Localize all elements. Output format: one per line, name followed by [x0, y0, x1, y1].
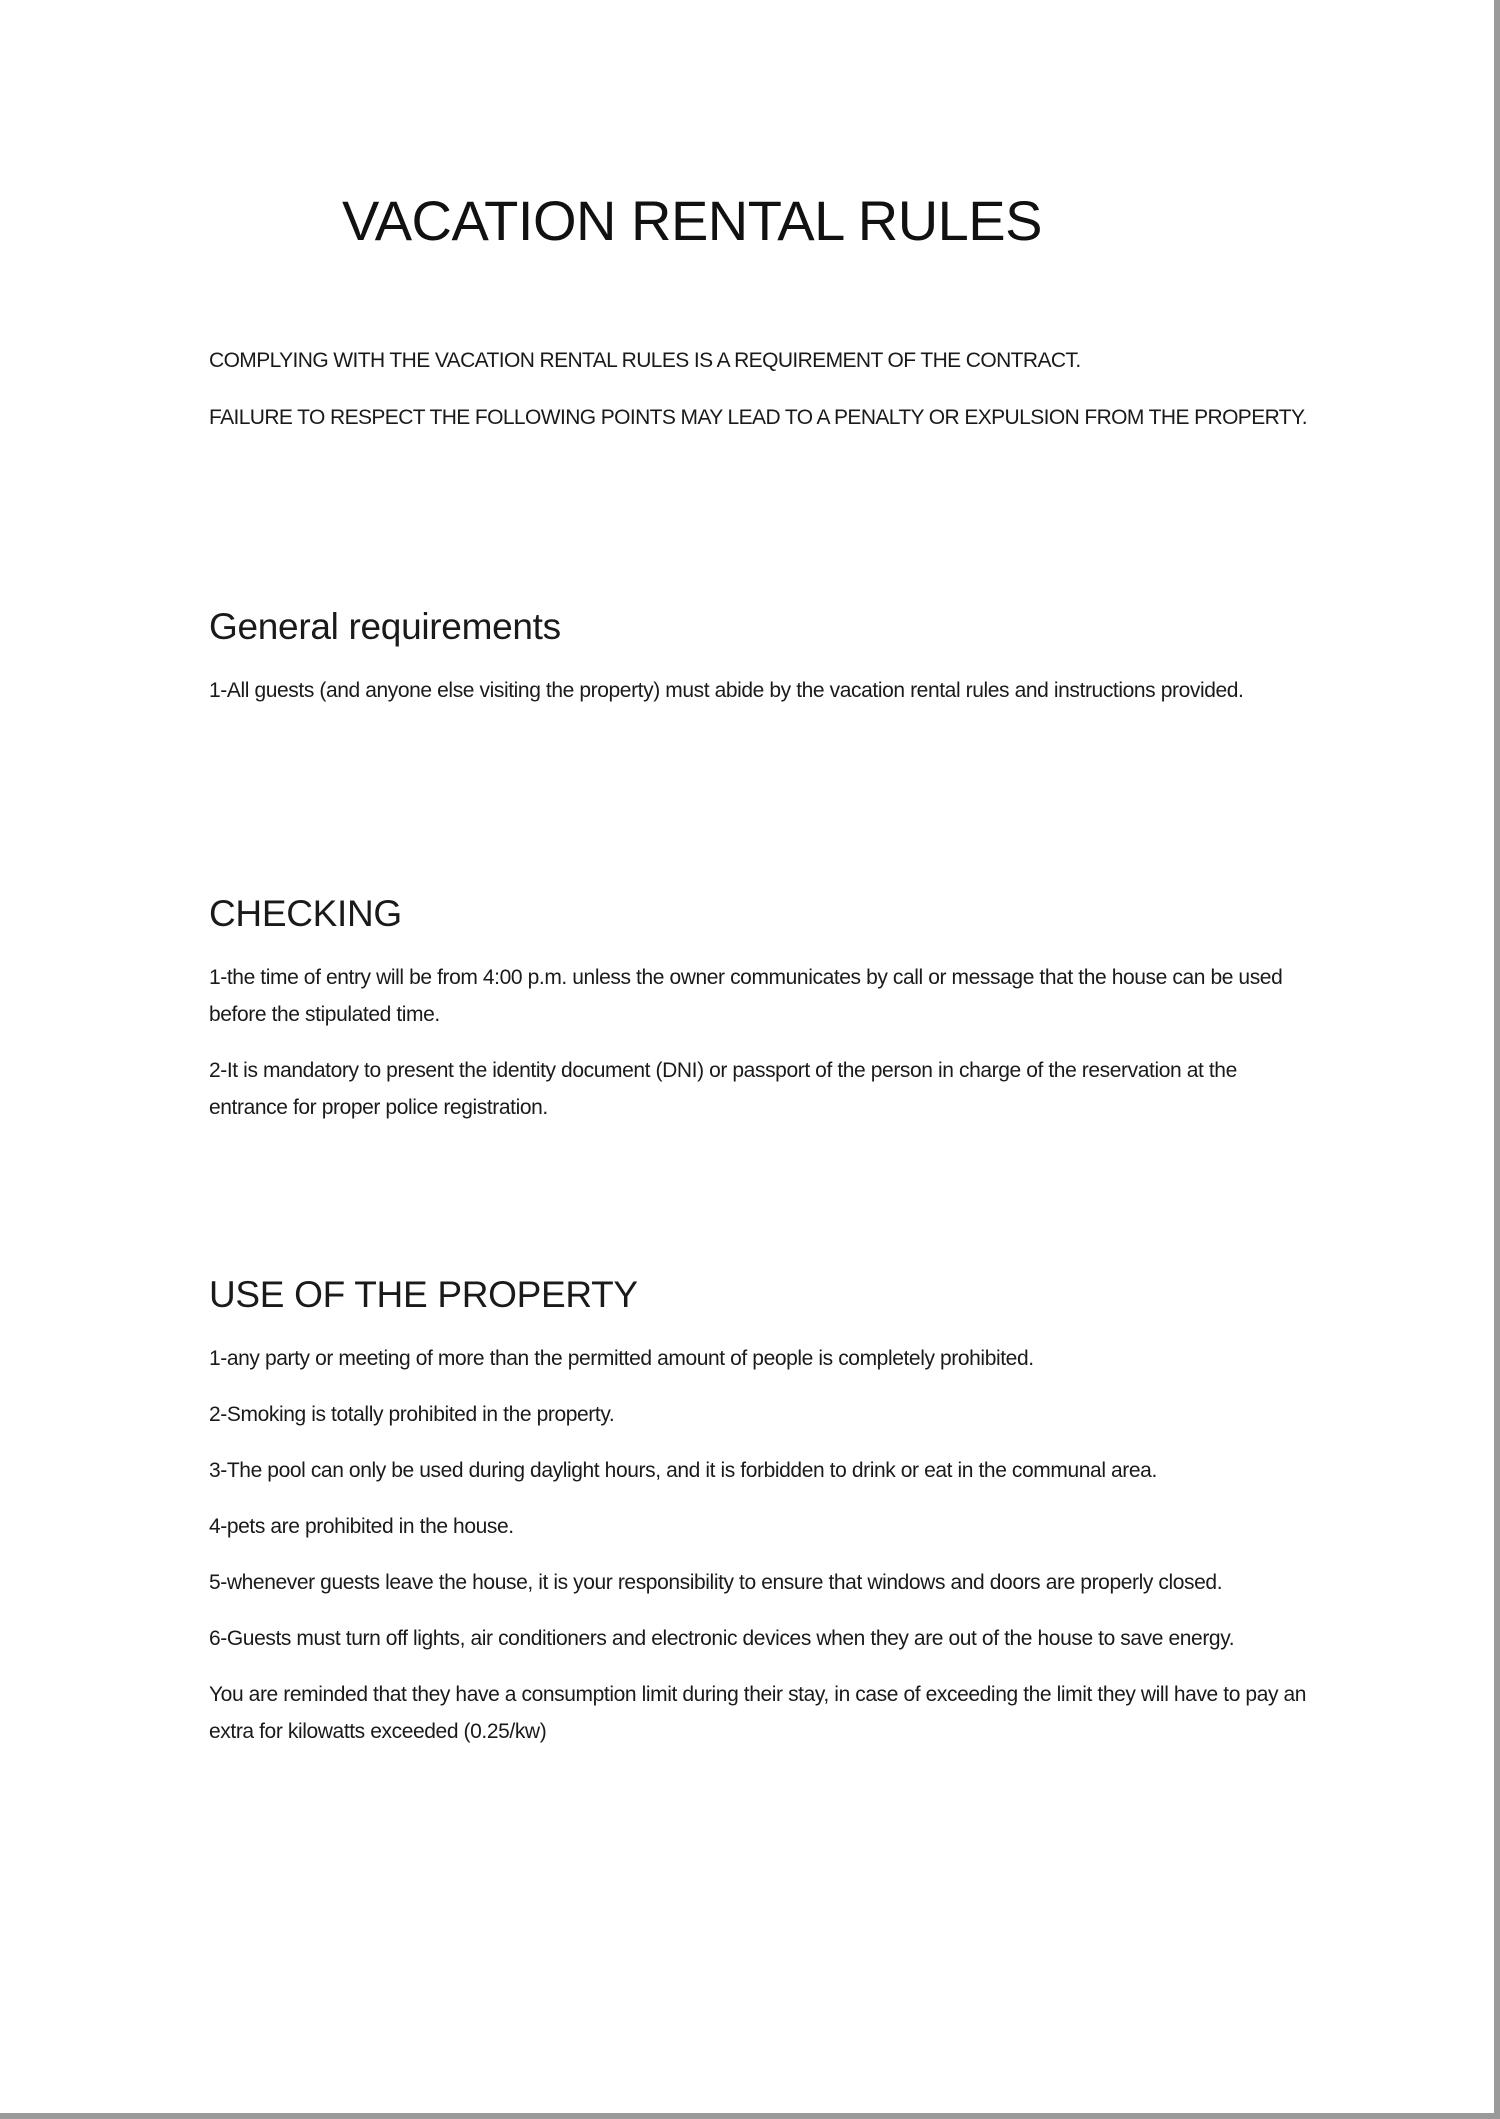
- section-heading: USE OF THE PROPERTY: [209, 1274, 638, 1315]
- section-general-requirements: [209, 606, 1309, 728]
- rule-item: 2-Smoking is totally prohibited in the property.: [209, 1403, 615, 1426]
- section-use-of-property: [209, 1274, 1309, 1769]
- section-checking: [209, 893, 1309, 1145]
- rule-item: 1-the time of entry will be from 4:00 p.m. unless the owner communicates by call or message that the house can be used before the stipulated time.: [209, 966, 1283, 1026]
- rule-item: 1-any party or meeting of more than the permitted amount of people is completely prohibited.: [209, 1347, 1034, 1370]
- rule-item: 6-Guests must turn off lights, air conditioners and electronic devices when they are out of the house to save energy.: [209, 1627, 1235, 1650]
- intro-block: [209, 342, 1309, 456]
- intro-paragraph: FAILURE TO RESPECT THE FOLLOWING POINTS MAY LEAD TO A PENALTY OR EXPULSION FROM THE PROPERTY.: [209, 406, 1307, 429]
- rule-item: 4-pets are prohibited in the house.: [209, 1515, 514, 1538]
- energy-notice: You are reminded that they have a consumption limit during their stay, in case of exceeding the limit they will have to pay an extra for kilowatts exceeded (0.25/kw): [209, 1683, 1307, 1743]
- document-title: VACATION RENTAL RULES: [342, 189, 1042, 252]
- section-heading: CHECKING: [209, 893, 402, 934]
- section-heading: General requirements: [209, 606, 561, 647]
- rule-item: 3-The pool can only be used during daylight hours, and it is forbidden to drink or eat in the communal area.: [209, 1459, 1157, 1482]
- rule-item: 5-whenever guests leave the house, it is your responsibility to ensure that windows and doors are properly closed.: [209, 1571, 1223, 1594]
- rule-item: 2-It is mandatory to present the identity document (DNI) or passport of the person in charge of the reservation at the entrance for proper police registration.: [209, 1059, 1237, 1119]
- intro-paragraph: COMPLYING WITH THE VACATION RENTAL RULES IS A REQUIREMENT OF THE CONTRACT.: [209, 349, 1081, 372]
- rule-item: 1-All guests (and anyone else visiting the property) must abide by the vacation rental rules and instructions provided.: [209, 679, 1244, 702]
